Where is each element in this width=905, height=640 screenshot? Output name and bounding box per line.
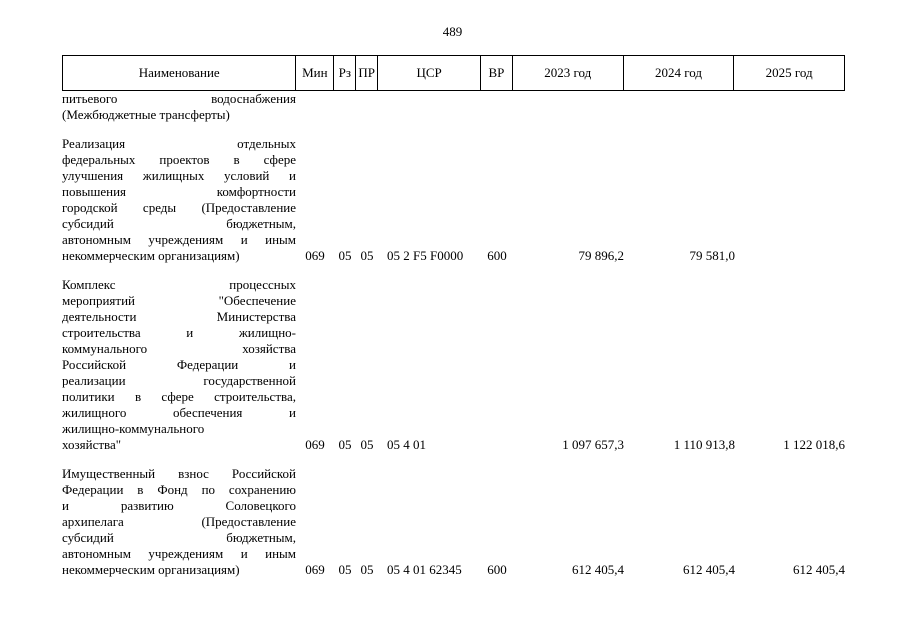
cell-csr: 05 2 F5 F0000 xyxy=(387,248,464,263)
cell-rz: 05 xyxy=(338,248,352,263)
row-name-line: коммунального хозяйства xyxy=(62,341,296,356)
row-name-line: реализации государственной xyxy=(62,373,296,388)
row-name-line: Реализация отдельных xyxy=(62,136,296,151)
row-name-line: хозяйства" xyxy=(62,437,122,452)
row-name-line: Комплекс процессных xyxy=(62,277,296,292)
row-name-line: архипелага (Предоставление xyxy=(62,514,296,529)
row-name-line: Федерации в Фонд по сохранению xyxy=(62,482,296,497)
header-name: Наименование xyxy=(63,56,296,90)
row-name-line: питьевого водоснабжения xyxy=(62,91,296,106)
row-name-line: строительства и жилищно- xyxy=(62,325,296,340)
cell-csr: 05 4 01 xyxy=(387,437,426,452)
row-name-line: жилищного обеспечения и xyxy=(62,405,296,420)
cell-y2025: 612 405,4 xyxy=(793,562,845,577)
row-name-line: мероприятий "Обеспечение xyxy=(62,293,296,308)
cell-y2025: 1 122 018,6 xyxy=(783,437,845,452)
cell-csr: 05 4 01 62345 xyxy=(387,562,462,577)
table-body xyxy=(62,91,845,578)
cell-min: 069 xyxy=(305,562,325,577)
table-row xyxy=(62,277,845,453)
row-name xyxy=(62,466,296,578)
row-name-line: (Межбюджетные трансферты) xyxy=(62,107,230,122)
row-name-line: городской среды (Предоставление xyxy=(62,200,296,215)
cell-rz: 05 xyxy=(338,562,352,577)
header-2023: 2023 год xyxy=(513,56,624,90)
cell-pr: 05 xyxy=(360,562,374,577)
cell-pr: 05 xyxy=(360,248,374,263)
row-name-line: Имущественный взнос Российской xyxy=(62,466,296,481)
row-name-line: субсидий бюджетным, xyxy=(62,216,296,231)
row-name-line: жилищно-коммунального xyxy=(62,421,205,436)
header-rz: Рз xyxy=(334,56,356,90)
cell-pr: 05 xyxy=(360,437,374,452)
row-name-line: некоммерческим организациям) xyxy=(62,562,240,577)
header-vr: ВР xyxy=(481,56,513,90)
row-name-line: политики в сфере строительства, xyxy=(62,389,296,404)
row-name xyxy=(62,91,296,123)
header-2024: 2024 год xyxy=(624,56,735,90)
row-name-line: деятельности Министерства xyxy=(62,309,296,324)
cell-vr xyxy=(481,437,513,453)
row-name xyxy=(62,277,296,453)
row-name xyxy=(62,136,296,264)
header-pr: ПР xyxy=(356,56,378,90)
table-row xyxy=(62,136,845,264)
row-name-line: и развитию Соловецкого xyxy=(62,498,296,513)
row-name-line: повышения комфортности xyxy=(62,184,296,199)
cell-y2023: 1 097 657,3 xyxy=(562,437,624,452)
row-name-line: федеральных проектов в сфере xyxy=(62,152,296,167)
cell-vr: 600 xyxy=(487,562,507,577)
row-name-line: субсидий бюджетным, xyxy=(62,530,296,545)
cell-y2024: 612 405,4 xyxy=(683,562,735,577)
row-name-line: Российской Федерации и xyxy=(62,357,296,372)
cell-rz: 05 xyxy=(338,437,352,452)
header-min: Мин xyxy=(296,56,334,90)
row-name-line: некоммерческим организациям) xyxy=(62,248,240,263)
row-name-line: улучшения жилищных условий и xyxy=(62,168,296,183)
cell-y2025 xyxy=(735,248,845,264)
header-csr: ЦСР xyxy=(378,56,481,90)
page-number: 489 xyxy=(442,24,463,39)
cell-vr: 600 xyxy=(487,248,507,263)
cell-y2024: 79 581,0 xyxy=(689,248,735,263)
cell-min: 069 xyxy=(305,248,325,263)
cell-min: 069 xyxy=(305,437,325,452)
row-name-line: автономным учреждениям и иным xyxy=(62,232,296,247)
table-header xyxy=(62,55,845,91)
row-name-line: автономным учреждениям и иным xyxy=(62,546,296,561)
cell-y2023: 79 896,2 xyxy=(578,248,624,263)
cell-y2023: 612 405,4 xyxy=(572,562,624,577)
table-row xyxy=(62,91,845,123)
cell-y2024: 1 110 913,8 xyxy=(673,437,735,452)
table-row xyxy=(62,466,845,578)
header-2025: 2025 год xyxy=(765,65,813,80)
